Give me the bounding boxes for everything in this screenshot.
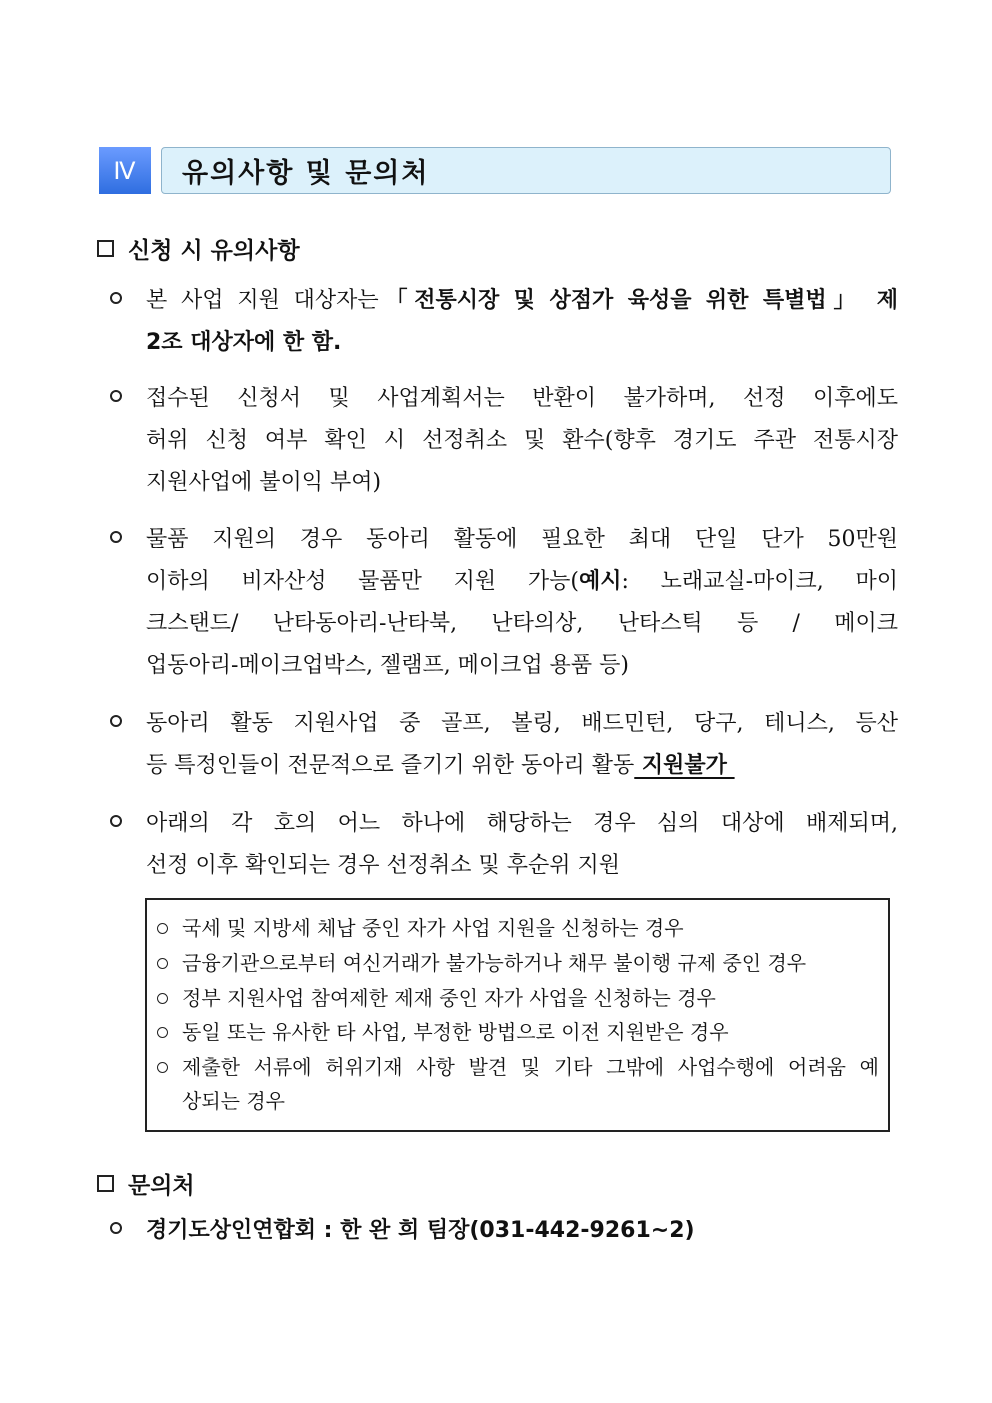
square-bullet-icon — [97, 240, 114, 257]
circle-bullet-icon — [157, 1062, 168, 1073]
circle-bullet-icon — [110, 531, 122, 543]
square-bullet-icon — [97, 1175, 114, 1192]
circle-bullet-icon — [157, 958, 168, 969]
exclusion-item-2 — [157, 949, 879, 977]
circle-bullet-icon — [157, 993, 168, 1004]
note-text: 이하의 비자산성 물품만 지원 가능( — [146, 569, 579, 594]
not-supported-label: 지원불가 — [634, 753, 735, 778]
exclusion-item-4 — [157, 1018, 879, 1046]
exclusion-item-5 — [157, 1053, 879, 1081]
notes-heading — [97, 232, 300, 265]
note-item-4-line-1: 동아리 활동 지원사업 중 골프, 볼링, 배드민턴, 당구, 테니스, 등산 — [146, 711, 898, 736]
note-item-2-line-2: 허위 신청 여부 확인 시 선정취소 및 환수(향후 경기도 주관 전통시장 — [146, 428, 898, 453]
note-text: 등 특정인들이 전문적으로 즐기기 위한 동아리 활동 — [146, 753, 635, 778]
note-item-5-line-2: 선정 이후 확인되는 경우 선정취소 및 후순위 지원 — [146, 853, 620, 878]
note-item-3-line-2 — [146, 567, 898, 597]
exclusion-text: 정부 지원사업 참여제한 제재 중인 자가 사업을 신청하는 경우 — [182, 986, 716, 1010]
note-item-1-line-1 — [146, 286, 898, 316]
note-item-4-line-2 — [146, 751, 898, 781]
exclusion-item-3 — [157, 984, 879, 1012]
law-name: 「전통시장 및 상점가 육성을 위한 특별법」 제 — [378, 288, 898, 313]
exclusion-item-1 — [157, 914, 879, 942]
exclusion-text: 국세 및 지방세 체납 중인 자가 사업 지원을 신청하는 경우 — [182, 916, 684, 940]
contact-text: 경기도상인연합회 : 한 완 희 팀장(031-442-9261~2) — [146, 1218, 695, 1243]
note-item-1-line-2 — [146, 328, 898, 358]
section-title: 유의사항 및 문의처 — [161, 147, 891, 194]
note-text: : 노래교실-마이크, 마이 — [621, 569, 898, 594]
circle-bullet-icon — [110, 390, 122, 402]
note-text: 본 사업 지원 대상자는 — [146, 288, 379, 313]
circle-bullet-icon — [110, 715, 122, 727]
law-article: 2조 대상자에 한 함. — [146, 330, 342, 355]
circle-bullet-icon — [157, 923, 168, 934]
contact-heading — [97, 1167, 195, 1200]
exclusion-item-5-cont: 상되는 경우 — [182, 1089, 285, 1113]
circle-bullet-icon — [110, 292, 122, 304]
note-item-2-line-3: 지원사업에 불이익 부여) — [146, 470, 382, 495]
exclusion-criteria-box — [145, 898, 890, 1132]
note-item-3-line-4: 업동아리-메이크업박스, 젤램프, 메이크업 용품 등) — [146, 653, 630, 678]
circle-bullet-icon — [110, 815, 122, 827]
contact-heading-text: 문의처 — [128, 1173, 195, 1199]
exclusion-text: 금융기관으로부터 여신거래가 불가능하거나 채무 불이행 규제 중인 경우 — [182, 951, 807, 975]
note-item-2-line-1: 접수된 신청서 및 사업계획서는 반환이 불가하며, 선정 이후에도 — [146, 386, 898, 411]
note-item-5-line-1: 아래의 각 호의 어느 하나에 해당하는 경우 심의 대상에 배제되며, — [146, 811, 898, 836]
circle-bullet-icon — [157, 1027, 168, 1038]
example-label: 예시 — [578, 569, 622, 594]
note-item-3-line-3: 크스탠드/ 난타동아리-난타북, 난타의상, 난타스틱 등 / 메이크 — [146, 611, 898, 636]
exclusion-text: 제출한 서류에 허위기재 사항 발견 및 기타 그밖에 사업수행에 어려움 예 — [182, 1055, 879, 1079]
circle-bullet-icon — [110, 1222, 122, 1234]
notes-heading-text: 신청 시 유의사항 — [128, 238, 300, 264]
note-item-3-line-1: 물품 지원의 경우 동아리 활동에 필요한 최대 단일 단가 50만원 — [146, 527, 898, 552]
section-number-badge: Ⅳ — [99, 147, 151, 194]
exclusion-text: 동일 또는 유사한 타 사업, 부정한 방법으로 이전 지원받은 경우 — [182, 1020, 729, 1044]
